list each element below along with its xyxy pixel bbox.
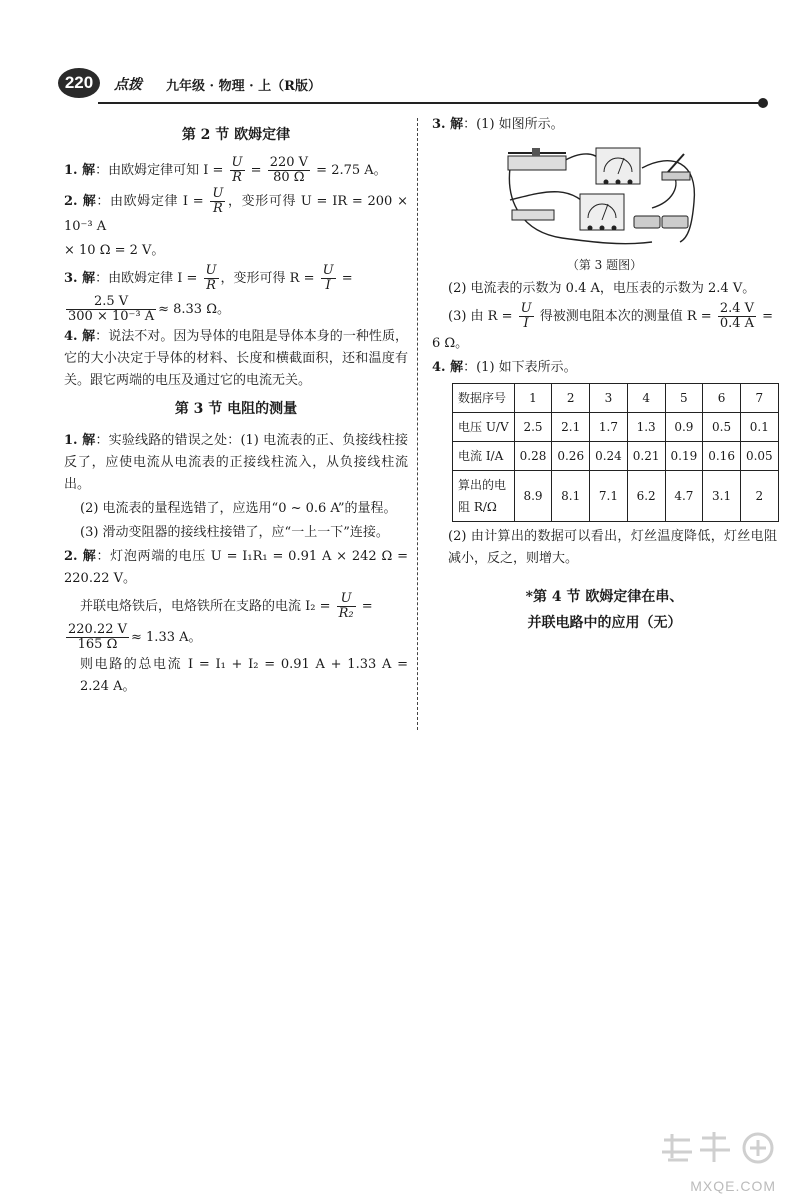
table-cell: 1.3 — [627, 413, 665, 442]
answer-label: 3. 解 — [64, 271, 96, 286]
page-header — [58, 62, 773, 102]
answer-label: 2. 解 — [64, 194, 97, 209]
section-2-title: 第 2 节 欧姆定律 — [181, 127, 291, 143]
table-cell: 0.28 — [514, 442, 552, 471]
table-cell: 3.1 — [703, 471, 741, 522]
table-cell: 0.5 — [703, 413, 741, 442]
fraction: $\frac{U}{I}$ — [322, 263, 334, 293]
answer-label: 2. 解 — [64, 549, 97, 564]
battery-icon — [634, 216, 688, 228]
column-divider — [417, 118, 418, 730]
fraction: $\frac{2.4 V}{0.4 A}$ — [719, 301, 755, 331]
s3-answer-1: 1. 解：实验线路的错误之处：(1) 电流表的正、负接线柱接反了，应使电流从电流表的正接线柱流入，从负接线柱流出。 — [64, 433, 408, 492]
s3-answer-2-p3: 则电路的总电流 I = I₁ + I₂ = 0.91 A + 1.33 A = 2.24 A。 — [80, 657, 408, 694]
table-cell: 0.26 — [552, 442, 590, 471]
figure-caption: （第 3 题图） — [566, 258, 643, 272]
table-cell: 0.05 — [740, 442, 778, 471]
table-cell: 4.7 — [665, 471, 703, 522]
s3-answer-1-p2: (2) 电流表的量程选错了，应选用“0 ~ 0.6 A”的量程。 — [80, 501, 397, 516]
answer-label: 4. 解 — [64, 329, 96, 344]
table-cell: 1 — [514, 384, 552, 413]
brand-name: 点拨 — [114, 77, 142, 93]
answer-label: 3. 解 — [432, 117, 464, 132]
circuit-diagram — [502, 142, 702, 254]
s2-answer-3: 3. 解：由欧姆定律 I = $\frac{U}{R}$ ，变形可得 R = $\frac{U}{I}$ = — [64, 263, 353, 293]
table-cell: 0.21 — [627, 442, 665, 471]
table-cell: 电压 U/V — [453, 413, 515, 442]
series-title: 九年级 · 物理 · 上（R版） — [166, 79, 321, 94]
q3-answer-p2: (2) 电流表的示数为 0.4 A，电压表的示数为 2.4 V。 — [448, 281, 756, 296]
table-cell: 7 — [740, 384, 778, 413]
watermark-text: MXQE.COM — [690, 1178, 776, 1194]
left-column — [64, 118, 408, 700]
ammeter-icon — [596, 148, 640, 185]
right-column — [432, 112, 777, 636]
resistor-icon — [512, 210, 554, 220]
table-cell: 0.9 — [665, 413, 703, 442]
table-cell: 2.5 — [514, 413, 552, 442]
fraction: $\frac{U}{R}$ — [212, 186, 224, 216]
fraction: $\frac{2.5 V}{\text{300 × 10⁻³ A}}$ — [68, 294, 155, 324]
s2-answer-2: 2. 解：由欧姆定律 I = $\frac{U}{R}$ ，变形可得 U = IR = 200 × 10⁻³ A — [64, 186, 408, 234]
s3-answer-1-p3: (3) 滑动变阻器的接线柱接错了，应“一上一下”连接。 — [80, 525, 389, 540]
data-table — [452, 383, 779, 522]
fraction: $\frac{220.22 V}{165 \Omega}$ — [68, 622, 128, 652]
page-number: 220 — [58, 68, 100, 98]
table-row — [453, 413, 779, 442]
table-cell: 算出的电阻 R/Ω — [453, 471, 515, 522]
table-cell: 2.1 — [552, 413, 590, 442]
table-cell: 电流 I/A — [453, 442, 515, 471]
table-cell: 6 — [703, 384, 741, 413]
table-cell: 0.16 — [703, 442, 741, 471]
q3-answer-p3: (3) 由 R = $\frac{U}{I}$ 得被测电阻本次的测量值 R = $\frac{2.4 V}{0.4 A}$ = — [448, 301, 774, 331]
table-cell: 8.9 — [514, 471, 552, 522]
table-cell: 6.2 — [627, 471, 665, 522]
table-cell: 2 — [552, 384, 590, 413]
fraction: $\frac{220 V}{80 \Omega}$ — [269, 155, 309, 185]
s2-answer-3-cont: $\frac{2.5 V}{\text{300 × 10⁻³ A}}$ ≈ 8.33 Ω。 — [68, 294, 230, 324]
answer-label: 1. 解 — [64, 163, 96, 178]
section-4-title-line2: 并联电路中的应用（无） — [527, 615, 682, 631]
table-cell: 0.19 — [665, 442, 703, 471]
section-3-title: 第 3 节 电阻的测量 — [174, 401, 298, 417]
table-row — [453, 442, 779, 471]
q3-answer-p3-cont: 6 Ω。 — [432, 336, 469, 351]
table-cell: 0.24 — [590, 442, 628, 471]
header-rule — [98, 102, 763, 104]
fraction: $\frac{U}{I}$ — [520, 301, 532, 331]
table-cell: 0.1 — [740, 413, 778, 442]
table-cell: 8.1 — [552, 471, 590, 522]
table-cell: 数据序号 — [453, 384, 515, 413]
table-cell: 1.7 — [590, 413, 628, 442]
s3-answer-2-p2: 并联电烙铁后，电烙铁所在支路的电流 I₂ = $\frac{U}{\text{R₂}}$ = — [80, 591, 373, 621]
s3-answer-2: 2. 解：灯泡两端的电压 U = I₁R₁ = 0.91 A × 242 Ω = 220.22 V。 — [64, 549, 408, 586]
table-row — [453, 384, 779, 413]
section-4-title-line1: *第 4 节 欧姆定律在串、 — [525, 589, 684, 605]
q4-answer: 4. 解：(1) 如下表所示。 — [432, 360, 577, 375]
q3-answer: 3. 解：(1) 如图所示。 — [432, 117, 564, 132]
fraction: $\frac{U}{R}$ — [205, 263, 217, 293]
header-dot — [758, 98, 768, 108]
answer-label: 4. 解 — [432, 360, 464, 375]
fraction: $\frac{U}{R}$ — [231, 155, 243, 185]
s3-answer-2-frac: $\frac{220.22 V}{165 \Omega}$ ≈ 1.33 A。 — [68, 622, 202, 652]
table-cell: 3 — [590, 384, 628, 413]
table-cell: 7.1 — [590, 471, 628, 522]
rheostat-icon — [508, 148, 566, 170]
q4-answer-p2: (2) 由计算出的数据可以看出，灯丝温度降低，灯丝电阻减小，反之，则增大。 — [448, 529, 777, 566]
table-row — [453, 471, 779, 522]
s2-answer-2-cont: × 10 Ω = 2 V。 — [64, 243, 165, 258]
section-4-title — [432, 584, 777, 636]
table-cell: 5 — [665, 384, 703, 413]
voltmeter-icon — [580, 194, 624, 231]
s2-answer-4: 4. 解：说法不对。因为导体的电阻是导体本身的一种性质，它的大小决定于导体的材料、长度和横截面积，还和温度有关。跟它两端的电压及通过它的电流无关。 — [64, 329, 408, 388]
table-cell: 2 — [740, 471, 778, 522]
answer-label: 1. 解 — [64, 433, 96, 448]
s2-answer-1: 1. 解：由欧姆定律可知 I = $\frac{U}{R}$ = $\frac{220 V}{80 \Omega}$ = 2.75 A。 — [64, 155, 387, 185]
answer-text: ：由欧姆定律可知 I = — [95, 163, 228, 178]
fraction: $\frac{U}{\text{R₂}}$ — [338, 591, 354, 621]
table-cell: 4 — [627, 384, 665, 413]
